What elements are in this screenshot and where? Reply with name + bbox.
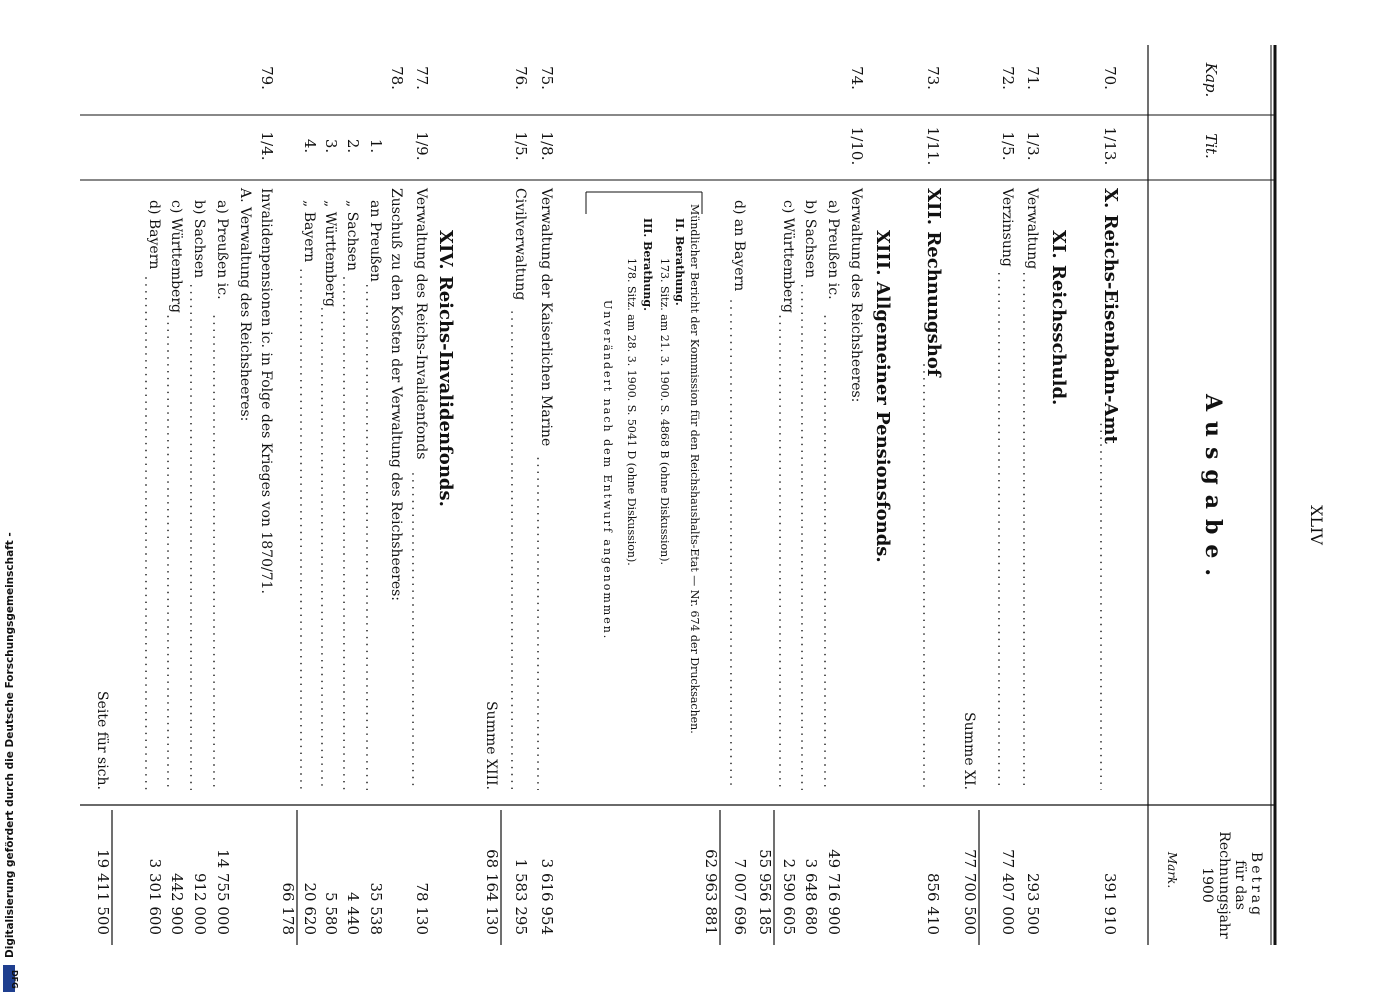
row-amount: 35 538 [367,882,385,935]
row-label: b) Sachsen [802,200,818,279]
row-amount: 912 000 [191,872,209,935]
table-row [344,139,362,935]
row-amount: 77 700 500 [961,849,979,935]
row-kap: 74. [848,66,866,90]
svg-text:Betrag: Betrag [1248,851,1264,919]
svg-text:1900: 1900 [1199,867,1215,903]
table-row [961,712,979,945]
svg-text:Rechnungsjahr: Rechnungsjahr [1216,831,1232,939]
row-kap: 79. [258,66,276,90]
section-heading: XIV. Reichs-Invalidenfonds. [435,230,456,507]
table-row [825,200,843,935]
row-label: „ Sachsen [344,200,360,271]
row-amount: 68 164 130 [483,849,501,935]
header-kap: Kap. [1202,62,1220,98]
row-tit: 1/5. [512,131,530,161]
row-label: a) Preußen ic. [825,200,841,300]
section-heading: XIII. Allgemeiner Pensionsfonds. [872,230,893,563]
row-kap: 70. [1101,66,1119,90]
row-kap: 71. [1024,66,1042,90]
row-amount: 20 620 [301,882,319,935]
row-amount: 293 500 [1024,872,1042,935]
table-row [94,691,112,945]
note-line1: Mündlicher Bericht der Kommission für den Reichshaushalts-Etat — Nr. 674 der Drucksachen. [688,204,701,734]
page-number: XLIV [1307,505,1326,545]
row-kap: 76. [512,66,530,90]
row-tit: 1/8. [538,131,556,161]
row-amount: 3 648 680 [802,858,820,935]
table-row [322,139,340,935]
svg-text:für das: für das [1232,860,1248,910]
row-tit: 1/10. [848,126,866,166]
table-row [780,200,798,935]
table-row [848,66,866,402]
dfg-logo: DFG [10,970,19,989]
section-title: Ausgabe. [1200,393,1226,587]
row-tit: 1/11. [924,126,942,166]
row-label: c) Württemberg [780,200,796,313]
row-label: „ Württemberg [322,200,338,307]
row-amount: 3 301 600 [146,858,164,935]
row-label: Verwaltung des Reichsheeres: [848,188,864,403]
row-label: d) Bayern [146,200,162,270]
row-kap: 78. [388,66,406,90]
row-label: Invalidenpensionen ic. in Folge des Krieges von 1870/71. [258,188,274,594]
table-row [1048,230,1069,405]
row-label: A. Verwaltung des Reichsheeres: [237,188,253,422]
row-kap: 72. [999,66,1017,90]
row-amount: 7 007 696 [731,858,749,935]
row-kap: 73. [924,66,942,90]
table-row [872,230,893,563]
note-line3: 173. Sitz. am 21. 3. 1900. S. 4868 B (ohne Diskussion). [658,258,671,566]
table-row [388,66,406,601]
row-amount: 4 440 [344,892,362,935]
row-label: Civilverwaltung [512,188,528,301]
header-tit: Tit. [1202,133,1220,159]
row-amount: 19 411 500 [94,849,112,935]
row-label: Zuschuß zu den Kosten der Verwaltung des Reichsheeres: [388,188,404,601]
row-label: c) Württemberg [168,200,184,313]
row-label: Verwaltung des Reichs-Invalidenfonds [413,188,429,460]
committee-note [586,192,702,734]
row-amount: 77 407 000 [999,849,1017,935]
table-row [756,810,774,945]
table-row [483,701,501,945]
svg-text:Mark.: Mark. [1165,851,1179,889]
row-tit: 4. [301,138,319,154]
header-amount [1165,831,1264,939]
section-heading: XII. Rechnungshof [923,188,944,377]
table-row [168,200,186,935]
row-amount: 49 716 900 [825,849,843,935]
row-tit: 1/9. [413,131,431,161]
table-row [214,200,232,935]
table-row [237,187,253,421]
row-amount: 442 900 [168,872,186,935]
row-amount: 1 583 295 [512,858,530,935]
row-amount: 5 580 [322,892,340,935]
section-heading: XI. Reichsschuld. [1048,230,1069,406]
row-tit: 2. [344,138,362,154]
row-amount: 391 910 [1101,872,1119,935]
row-label: Seite für sich. [94,690,110,790]
note-line6: Unverändert nach dem Entwurf angenommen. [601,300,614,641]
row-amount: 2 590 605 [780,858,798,935]
row-tit: 1/13. [1101,126,1119,166]
row-label: Verwaltung [1024,188,1040,270]
dfg-sidenote: Digitalisierung gefördert durch die Deutsche Forschungsgemeinschaft - [4,532,16,958]
table-row [279,810,297,945]
row-label: d) an Bayern [731,200,747,292]
note-line4: III. Berathung. [641,218,654,311]
note-line2: II. Berathung. [673,218,686,306]
row-label: b) Sachsen [191,200,207,279]
row-tit: 1. [367,138,385,154]
row-amount: 856 410 [924,872,942,935]
note-line5: 178. Sitz. am 28. 3. 1900. S. 5041 D (ohne Diskussion). [625,258,638,566]
table-row [702,810,720,945]
row-tit: 3. [322,138,340,154]
section-heading: X. Reichs-Eisenbahn-Amt [1100,188,1121,444]
row-amount: 62 963 881 [702,849,720,935]
row-label: „ Bayern [301,200,317,263]
table-row [731,200,749,935]
table-row [367,139,385,935]
table-row [258,66,276,594]
row-tit: 1/4. [258,131,276,161]
table-row [435,230,456,507]
row-label: Summe XI. [961,712,977,790]
row-label: Verzinsung [999,188,1015,267]
row-tit: 1/5. [999,131,1017,161]
row-amount: 14 755 000 [214,849,232,935]
row-label: an Preußen [367,200,383,282]
table-row [301,139,319,935]
row-amount: 3 616 954 [538,858,556,935]
table-row [802,200,820,935]
row-tit: 1/3. [1024,131,1042,161]
row-label: a) Preußen ic. [214,200,230,300]
row-amount: 55 956 185 [756,849,774,935]
row-kap: 77. [413,66,431,90]
table-row [191,200,209,935]
row-label: Summe XIII. [483,701,499,790]
row-amount: 66 178 [279,882,297,935]
row-amount: 78 130 [413,882,431,935]
table-row [146,200,164,935]
row-kap: 75. [538,66,556,90]
row-label: Verwaltung der Kaiserlichen Marine [538,188,554,447]
